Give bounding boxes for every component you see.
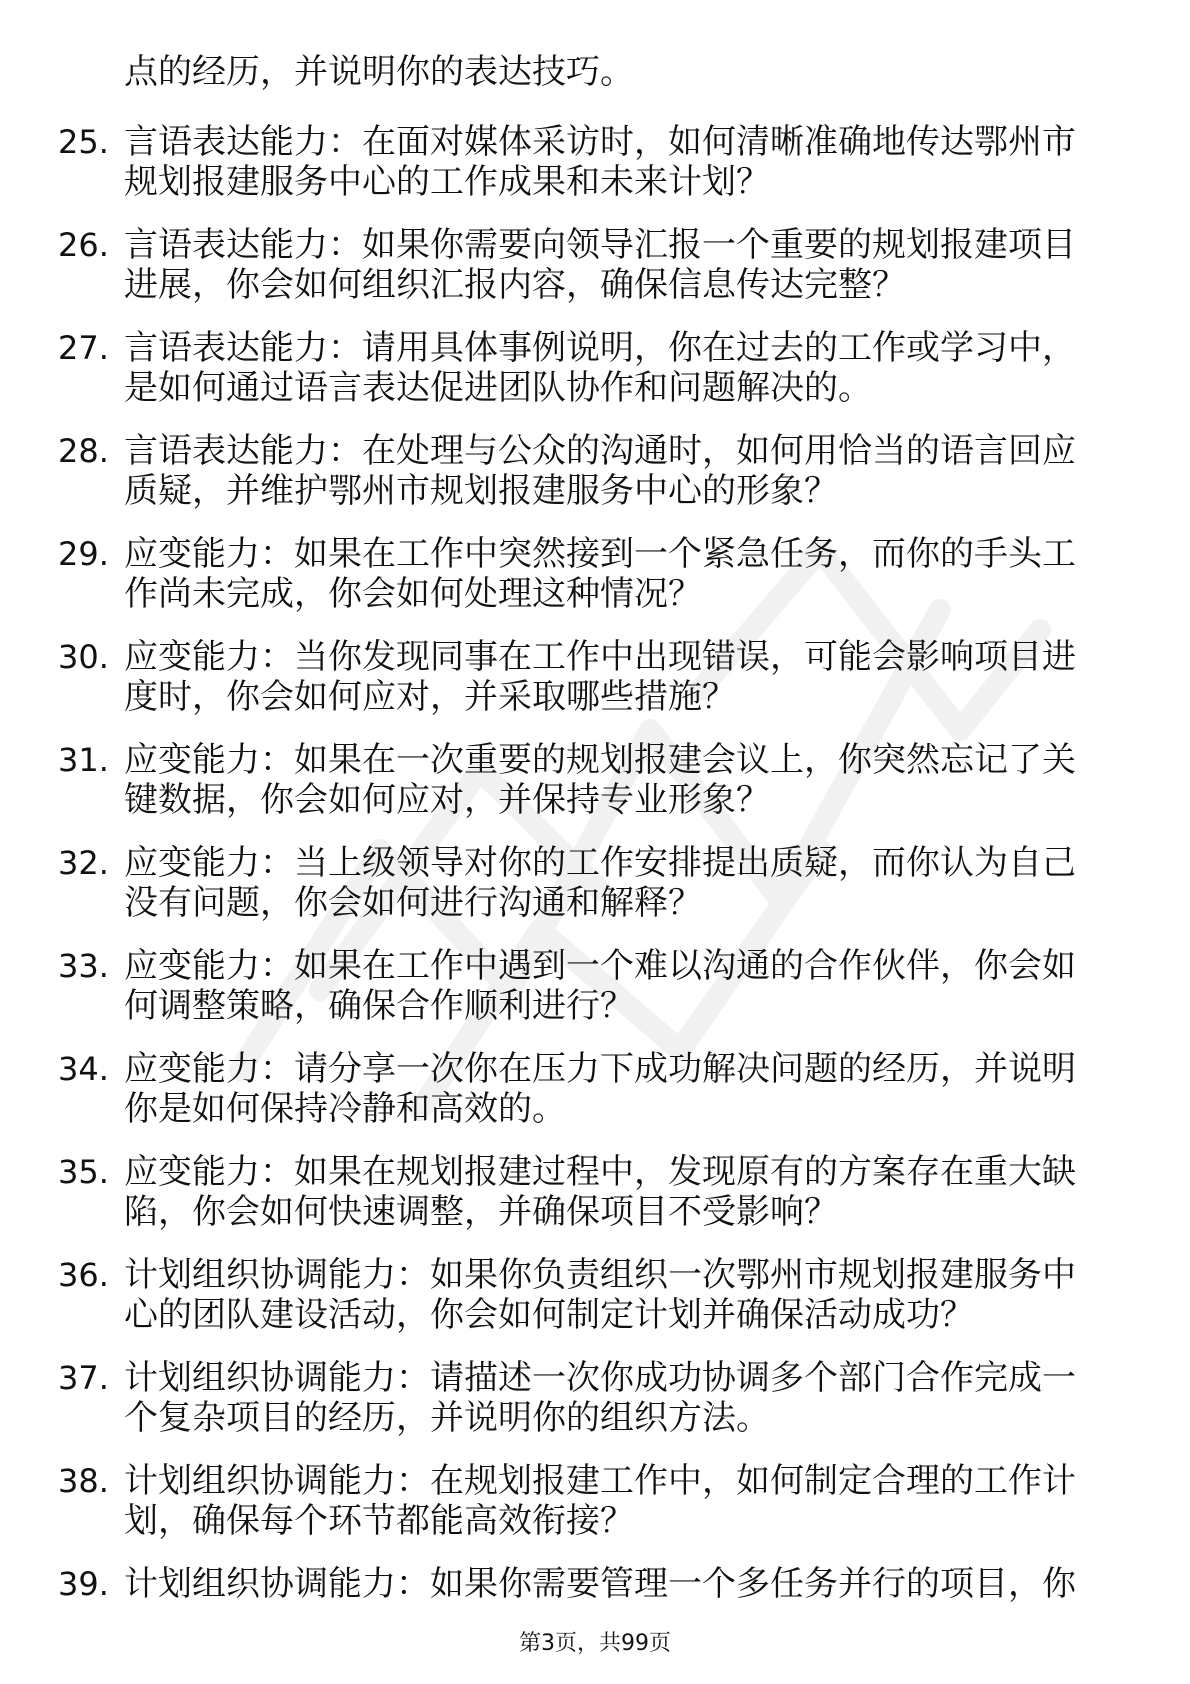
question-number: 31. xyxy=(58,741,109,779)
question-item xyxy=(58,225,1118,305)
question-number: 28. xyxy=(58,432,109,470)
question-text-line: 没有问题，你会如何进行沟通和解释？ xyxy=(124,883,702,923)
question-text xyxy=(124,1152,1104,1232)
question-text-line: 划，确保每个环节都能高效衔接？ xyxy=(124,1501,634,1541)
question-text-line: 心的团队建设活动，你会如何制定计划并确保活动成功？ xyxy=(124,1295,974,1335)
question-item xyxy=(58,1358,1118,1438)
question-number: 36. xyxy=(58,1256,109,1294)
question-item xyxy=(58,637,1118,717)
question-text-line: 是如何通过语言表达促进团队协作和问题解决的。 xyxy=(124,368,872,408)
question-text-line: 应变能力：如果在规划报建过程中，发现原有的方案存在重大缺 xyxy=(124,1152,1076,1192)
question-item xyxy=(58,122,1118,202)
question-text xyxy=(124,534,1104,614)
question-text-line: 质疑，并维护鄂州市规划报建服务中心的形象？ xyxy=(124,471,838,511)
question-text xyxy=(124,1255,1104,1335)
question-text-line: 计划组织协调能力：在规划报建工作中，如何制定合理的工作计 xyxy=(124,1461,1076,1501)
question-text-line: 言语表达能力：请用具体事例说明，你在过去的工作或学习中， xyxy=(124,328,1076,368)
question-number: 37. xyxy=(58,1359,109,1397)
question-text-line: 言语表达能力：在面对媒体采访时，如何清晰准确地传达鄂州市 xyxy=(124,122,1076,162)
question-text-line: 个复杂项目的经历，并说明你的组织方法。 xyxy=(124,1398,770,1438)
question-text-line: 规划报建服务中心的工作成果和未来计划？ xyxy=(124,162,770,202)
question-text-line: 作尚未完成，你会如何处理这种情况？ xyxy=(124,574,702,614)
question-item xyxy=(58,328,1118,408)
question-text-line: 应变能力：如果在一次重要的规划报建会议上，你突然忘记了关 xyxy=(124,740,1076,780)
question-item xyxy=(58,1255,1118,1335)
question-number: 33. xyxy=(58,947,109,985)
question-text-line: 应变能力：请分享一次你在压力下成功解决问题的经历，并说明 xyxy=(124,1049,1076,1089)
question-item xyxy=(58,843,1118,923)
question-number: 26. xyxy=(58,226,109,264)
question-text xyxy=(124,637,1104,717)
continuation-line: 点的经历，并说明你的表达技巧。 xyxy=(124,52,634,92)
question-number: 29. xyxy=(58,535,109,573)
question-text-line: 应变能力：如果在工作中突然接到一个紧急任务，而你的手头工 xyxy=(124,534,1076,574)
question-item xyxy=(58,534,1118,614)
question-item xyxy=(58,946,1118,1026)
question-text-line: 应变能力：当上级领导对你的工作安排提出质疑，而你认为自己 xyxy=(124,843,1076,883)
question-text-line: 计划组织协调能力：如果你需要管理一个多任务并行的项目，你 xyxy=(124,1564,1076,1604)
question-text xyxy=(124,431,1104,511)
question-number: 25. xyxy=(58,123,109,161)
question-text xyxy=(124,1358,1104,1438)
question-number: 32. xyxy=(58,844,109,882)
question-text xyxy=(124,328,1104,408)
items-container xyxy=(58,122,1118,1604)
question-list xyxy=(58,52,1118,1627)
question-text-line: 言语表达能力：在处理与公众的沟通时，如何用恰当的语言回应 xyxy=(124,431,1076,471)
question-number: 27. xyxy=(58,329,109,367)
question-text-line: 你是如何保持冷静和高效的。 xyxy=(124,1089,566,1129)
question-text xyxy=(124,1049,1104,1129)
question-item xyxy=(58,1152,1118,1232)
question-text-line: 度时，你会如何应对，并采取哪些措施？ xyxy=(124,677,736,717)
question-text xyxy=(124,225,1104,305)
question-item xyxy=(58,740,1118,820)
question-text-line: 应变能力：当你发现同事在工作中出现错误，可能会影响项目进 xyxy=(124,637,1076,677)
page-footer: 第3页，共99页 xyxy=(519,1631,671,1656)
question-number: 39. xyxy=(58,1565,109,1603)
question-item xyxy=(58,1049,1118,1129)
question-text-line: 何调整策略，确保合作顺利进行？ xyxy=(124,986,634,1026)
question-text xyxy=(124,740,1104,820)
question-number: 30. xyxy=(58,638,109,676)
question-text-line: 计划组织协调能力：如果你负责组织一次鄂州市规划报建服务中 xyxy=(124,1255,1076,1295)
question-text xyxy=(124,122,1104,202)
question-text xyxy=(124,946,1104,1026)
question-number: 35. xyxy=(58,1153,109,1191)
question-text-line: 计划组织协调能力：请描述一次你成功协调多个部门合作完成一 xyxy=(124,1358,1076,1398)
question-item xyxy=(58,1564,1118,1604)
question-text xyxy=(124,1564,1104,1604)
question-item xyxy=(58,431,1118,511)
question-text-line: 陷，你会如何快速调整，并确保项目不受影响？ xyxy=(124,1192,838,1232)
question-number: 34. xyxy=(58,1050,109,1088)
question-number: 38. xyxy=(58,1462,109,1500)
question-item xyxy=(58,1461,1118,1541)
question-text xyxy=(124,843,1104,923)
question-text-line: 进展，你会如何组织汇报内容，确保信息传达完整？ xyxy=(124,265,906,305)
question-text xyxy=(124,1461,1104,1541)
question-text-line: 键数据，你会如何应对，并保持专业形象？ xyxy=(124,780,770,820)
question-text-line: 言语表达能力：如果你需要向领导汇报一个重要的规划报建项目 xyxy=(124,225,1076,265)
question-text-line: 应变能力：如果在工作中遇到一个难以沟通的合作伙伴，你会如 xyxy=(124,946,1076,986)
